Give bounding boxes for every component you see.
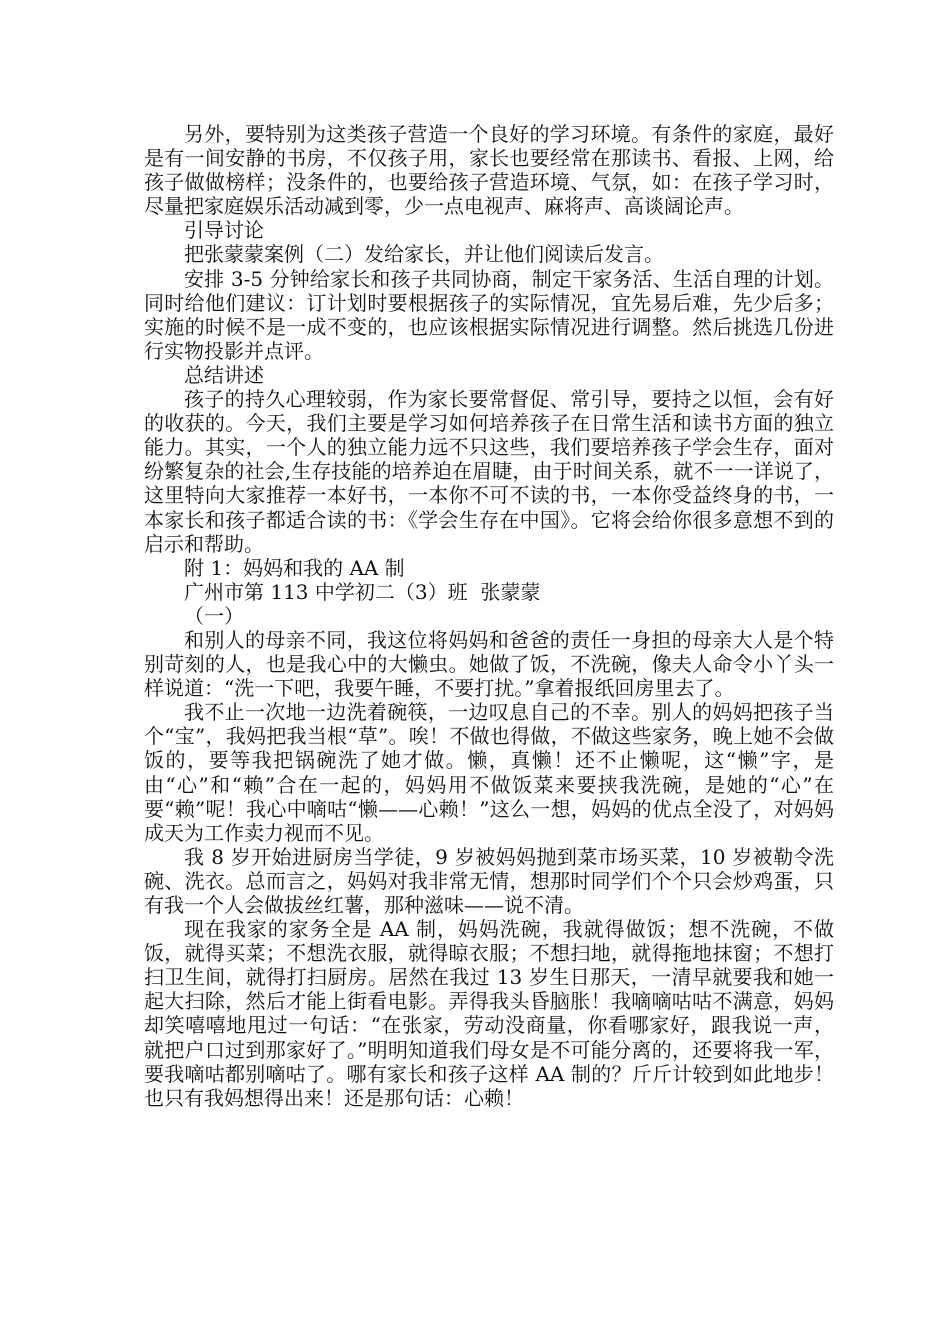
paragraph-story-3: 我 8 岁开始进厨房当学徒，9 岁被妈妈抛到菜市场买菜，10 岁被勒令洗碗、洗衣。总而言之，妈妈对我非常无情，想那时同学们个个只会炒鸡蛋，只有我一个人会做拔丝红薯，那种滋味——说不清。 bbox=[144, 844, 834, 917]
paragraph-plan-arrangement: 安排 3-5 分钟给家长和孩子共同协商，制定干家务活、生活自理的计划。同时给他们建议：订计划时要根据孩子的实际情况，宜先易后难，先少后多；实施的时候不是一成不变的，也应该根据实际情况进行调整。然后挑选几份进行实物投影并点评。 bbox=[144, 266, 834, 363]
section-number: （一） bbox=[184, 603, 244, 628]
paragraph-study-environment: 另外，要特别为这类孩子营造一个良好的学习环境。有条件的家庭，最好是有一间安静的书房，不仅孩子用，家长也要经常在那读书、看报、上网，给孩子做做榜样；没条件的，也要给孩子营造环境、气氛，如：在孩子学习时，尽量把家庭娱乐活动减到零，少一点电视声、麻将声、高谈阔论声。 bbox=[144, 122, 834, 219]
appendix-title: 附 1：妈妈和我的 AA 制 bbox=[184, 555, 405, 580]
heading-guided-discussion: 引导讨论 bbox=[184, 218, 264, 243]
paragraph-story-1: 和别人的母亲不同，我这位将妈妈和爸爸的责任一身担的母亲大人是个特别苛刻的人，也是我心中的大懒虫。她做了饭，不洗碗，像夫人命令小丫头一样说道：“洗一下吧，我要午睡，不要打扰。”拿着报纸回房里去了。 bbox=[144, 627, 834, 701]
appendix-author: 广州市第 113 中学初二（3）班 张蒙蒙 bbox=[184, 579, 541, 604]
paragraph-story-2: 我不止一次地一边洗着碗筷，一边叹息自己的不幸。别人的妈妈把孩子当个“宝”，我妈把我当根“草”。唉！不做也得做，不做这些家务，晚上她不会做饭的，要等我把锅碗洗了她才做。懒，真懒！还不止懒呢，这“懒”字，是由“心”和“赖”合在一起的，妈妈用不做饭菜来要挟我洗碗，是她的“心”在要“赖”呢！我心中嘀咕“懒——心赖！”这么一想，妈妈的优点全没了，对妈妈成天为工作卖力视而不见。 bbox=[144, 700, 834, 845]
paragraph-story-4: 现在我家的家务全是 AA 制，妈妈洗碗，我就得做饭；想不洗碗，不做饭，就得买菜；不想洗衣服，就得晾衣服；不想扫地，就得拖地抹窗；不想打扫卫生间，就得打扫厨房。居然在我过 13 岁生日那天，一清早就要我和她一起大扫除，然后才能上街看电影。弄得我头昏脑胀！我嘀嘀咕咕不满意，妈妈却笑嘻嘻地甩过一句话：“在张家，劳动没商量，你看哪家好，跟我说一声，就把户口过到那家好了。”明明知道我们母女是不可能分离的，还要将我一军，要我嘀咕都别嘀咕了。哪有家长和孩子这样 AA 制的？斤斤计较到如此地步！也只有我妈想得出来！还是那句话：心赖！ bbox=[144, 917, 834, 1110]
paragraph-distribute-case: 把张蒙蒙案例（二）发给家长，并让他们阅读后发言。 bbox=[184, 242, 664, 267]
heading-summary: 总结讲述 bbox=[184, 362, 264, 387]
paragraph-summary: 孩子的持久心理较弱，作为家长要常督促、常引导，要持之以恒，会有好的收获的。今天，我们主要是学习如何培养孩子在日常生活和读书方面的独立能力。其实，一个人的独立能力远不只这些，我们要培养孩子学会生存，面对纷繁复杂的社会,生存技能的培养迫在眉睫，由于时间关系，就不一一详说了，这里特向大家推荐一本好书，一本你不可不读的书，一本你受益终身的书，一本家长和孩子都适合读的书：《学会生存在中国》。它将会给你很多意想不到的启示和帮助。 bbox=[144, 387, 834, 556]
body-text bbox=[144, 122, 834, 1110]
